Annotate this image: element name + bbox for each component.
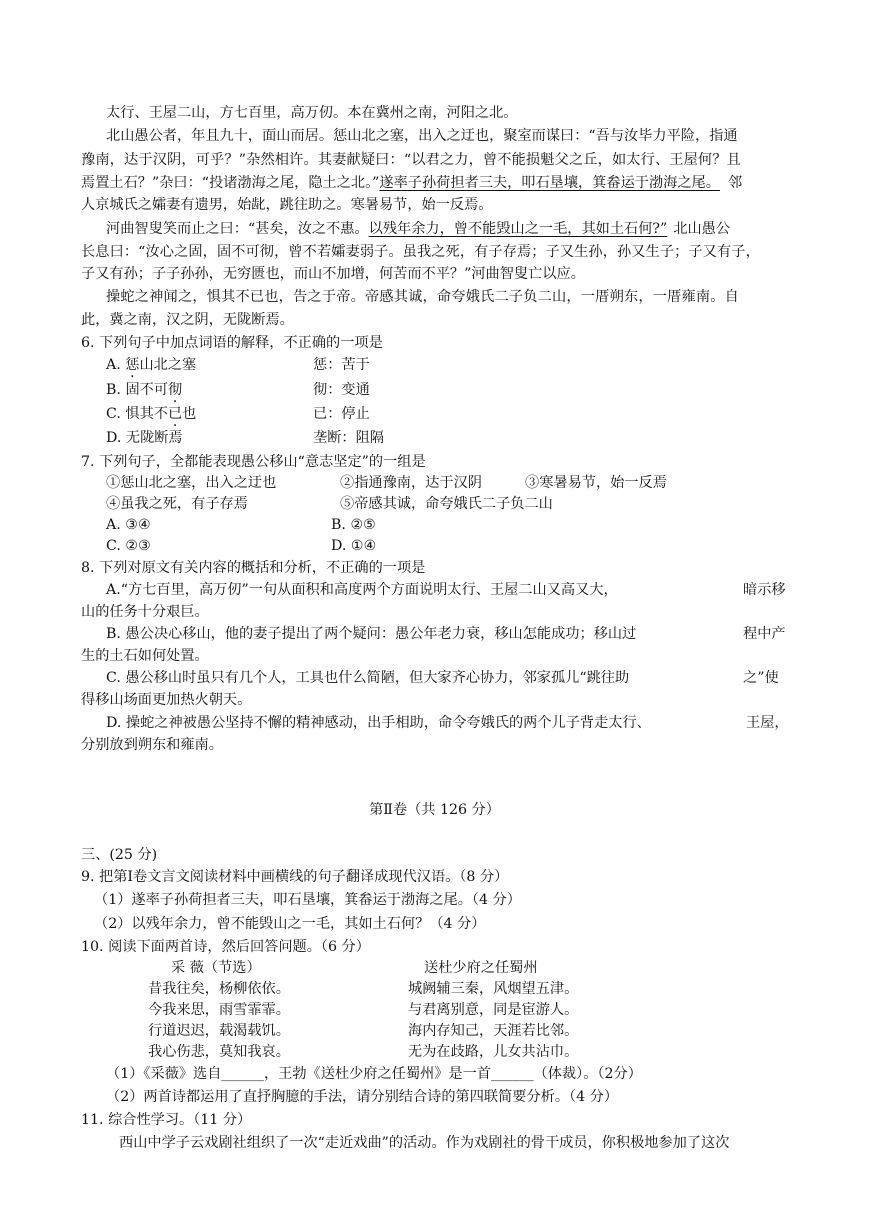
q6-option-c-definition: 已：停止 [313,406,370,422]
label: B. [106,382,126,398]
text: 河曲智叟笑而止之曰：“甚矣，汝之不惠。 [106,221,369,237]
q7-option-d: D. ①④ [331,538,377,554]
label: D. [106,430,126,446]
q7-stem: 7. 下列句子，全都能表现愚公移山“意志坚定”的一组是 [81,454,426,470]
poem1-title: 采 薇（节选） [171,960,261,976]
section-3-heading: 三、(25 分) [81,847,158,863]
dotted-word: 已 [167,406,183,422]
q9-sub-1: （1）遂率子孙荷担者三夫，叩石垦壤，箕畚运于渤海之尾。（4 分） [94,892,521,908]
q10-sub-1: （1）《采薇》选自______，王勃《送杜少府之任蜀州》是一首______（体裁）。（2分） [106,1066,642,1082]
q6-option-a [106,355,196,375]
q6-option-b [106,380,182,400]
dotted-word: 彻 [168,382,183,398]
passage-p2-line4: 人京城氏之孀妻有遗男，始龀，跳往助之。寒暑易节，始一反焉。 [81,197,493,213]
q8-option-a-line2: 山的任务十分艰巨。 [81,604,209,620]
q6-option-c [106,404,196,424]
poem2-line: 城阙辅三秦，风烟望五津。 [408,981,579,997]
q9-stem: 9. 把第Ⅰ卷文言文阅读材料中画横线的句子翻译成现代汉语。（8 分） [81,869,509,885]
poem1-line: 我心伤悲，莫知我哀。 [148,1044,290,1060]
label: C. [106,406,126,422]
text: 固不可 [125,382,169,398]
q7-option-b: B. ②⑤ [331,517,376,533]
poem2-line: 无为在歧路，儿女共沾巾。 [408,1044,579,1060]
text: 焉 [168,430,183,446]
poem1-line: 行道迟迟，载渴载饥。 [148,1023,290,1039]
passage-p3-line3: 子又有孙；子子孙孙，无穷匮也，而山不加增，何苦而不平？”河曲智叟亡以应。 [81,266,585,282]
q11-stem: 11. 综合性学习。（11 分） [81,1112,252,1128]
q8-option-c-line1: C. 愚公移山时虽只有几个人，工具也什么简陋，但大家齐心协力，邻家孤儿“跳往助 [106,670,630,686]
underlined-sentence-1: 遂率子孙荷担者三夫，叩石垦壤，箕畚运于渤海之尾。 [379,175,720,191]
q10-stem: 10. 阅读下面两首诗，然后回答问题。（6 分） [81,939,370,955]
text: 邻 [727,175,743,191]
q9-sub-2: （2）以残年余力，曾不能毁山之一毛，其如土石何？（4 分） [94,916,486,932]
q11-line1: 西山中学子云戏剧社组织了一次“走近戏曲”的活动。作为戏剧社的骨干成员，你积极地参加了这次 [119,1135,730,1151]
q7-item-2: ②指通豫南，达于汉阴 [340,475,482,491]
poem2-line: 与君离别意，同是宦游人。 [408,1002,579,1018]
q8-option-d-line1-end: 王屋， [746,715,789,731]
q7-item-5: ⑤帝感其诚，命夸娥氏二子负二山 [340,496,553,512]
passage-p3-line2: 长息曰：“汝心之固，固不可彻，曾不若孀妻弱子。虽我之死，有子存焉；子又生孙，孙又生子；子又有子， [81,244,760,260]
text: 惧其不 [125,406,168,422]
q10-sub-2: （2）两首诗都运用了直抒胸臆的手法，请分别结合诗的第四联简要分析。（4 分） [106,1089,619,1105]
label: A. [106,357,126,373]
q6-option-d [106,428,183,448]
text: 此，冀之南，汉之阴，无陇断焉。 [81,312,294,328]
q8-option-b-line1-end: 程中产 [743,626,786,642]
poem2-title: 送杜少府之任蜀州 [424,960,538,976]
q7-option-a: A. ③④ [106,517,151,533]
q8-option-d-line2: 分别放到朔东和雍南。 [81,737,223,753]
text: 山北之塞 [139,357,197,373]
q8-option-b-line1: B. 愚公决心移山，他的妻子提出了两个疑问：愚公年老力衰，移山怎能成功；移山过 [106,626,637,642]
dotted-word: 惩 [125,357,140,373]
q8-stem: 8. 下列对原文有关内容的概括和分析，不正确的一项是 [81,560,426,576]
q8-option-c-line2: 得移山场面更加热火朝天。 [81,692,252,708]
text: 北山愚公 [673,221,731,237]
q8-option-a-line1: A.“方七百里，高万仞”一句从面积和高度两个方面说明太行、王屋二山又高又大， [106,582,618,598]
poem2-line: 海内存知己，天涯若比邻。 [408,1023,579,1039]
q7-item-1: ①惩山北之塞，出入之迂也 [106,475,277,491]
q8-option-c-line1-end: 之”使 [743,670,779,686]
passage-p2-line1 [106,126,790,146]
passage-p2-line2: 豫南，达于汉阴，可乎？”杂然相许。其妻献疑曰：“以君之力，曾不能损魁父之丘，如太行、王屋何？且 [81,152,741,168]
poem1-line: 今我来思，雨雪霏霏。 [148,1002,290,1018]
q6-option-a-definition: 惩：苦于 [313,357,370,373]
q7-option-c: C. ②③ [106,538,151,554]
part2-title: 第Ⅱ卷（共 126 分） [369,802,500,818]
q6-option-b-definition: 彻：变通 [313,382,370,398]
text: 无陇 [125,430,155,446]
text: 北山愚公者，年且九十，面山而居。惩山北之塞，出入之迂也，聚室而谋曰：“吾与汝毕力平险，指通 [106,128,738,144]
underlined-sentence-2: 以残年余力，曾不能毁山之一毛，其如土石何?” [368,221,668,237]
passage-p2-line3 [81,173,742,193]
text: 也 [182,406,197,422]
passage-p4-line1: 操蛇之神闻之，惧其不已也，告之于帝。帝感其诚，命夸娥氏二子负二山，一厝朔东，一厝雍南。自 [106,289,740,305]
q7-item-4: ④虽我之死，有子存焉 [106,496,248,512]
q8-option-a-line1-end: 暗示移 [743,582,786,598]
q8-option-d-line1: D. 操蛇之神被愚公坚持不懈的精神感动，出手相助，命令夸娥氏的两个儿子背走太行、 [106,715,651,731]
q6-option-d-definition: 垄断：阻隔 [313,430,384,446]
q7-item-3: ③寒暑易节，始一反焉 [525,475,667,491]
word: 断 [154,430,169,446]
passage-p4-line2 [81,310,294,330]
passage-p3-line1 [106,219,730,239]
text: 焉置土石？”杂曰：“投诸渤海之尾，隐土之北。” [81,175,380,191]
passage-p1: 太行、王屋二山，方七百里，高万仞。本在冀州之南，河阳之北。 [106,105,518,121]
q6-stem: 6. 下列句子中加点词语的解释，不正确的一项是 [81,335,383,351]
poem1-line: 昔我往矣，杨柳依依。 [148,981,290,997]
q8-option-b-line2: 生的土石如何处置。 [81,648,209,664]
